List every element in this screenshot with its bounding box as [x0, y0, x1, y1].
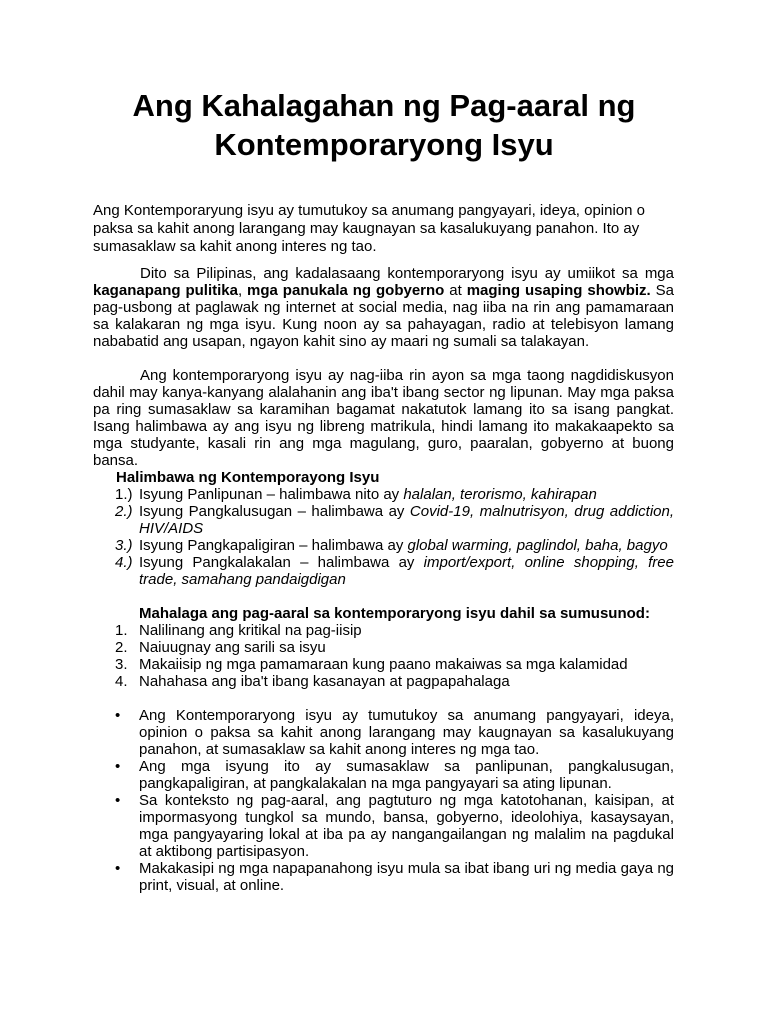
- example-item: [93, 486, 674, 503]
- spacer: [93, 690, 674, 707]
- reasons-list: [93, 622, 674, 690]
- p2-at: at: [444, 282, 467, 299]
- reason-number: 4.: [115, 673, 128, 690]
- bullet-text: Sa konteksto ng pag-aaral, ang pagtuturo ng mga katotohanan, kaisipan, at impormasyong tungkol sa mundo, bansa, gobyerno, ideolohiya, kasaysayan, mga pangyayaring lokal at iba pa ay nangangailangan ng malalim na pagdukal at aktibong partisipasyon.: [139, 792, 674, 860]
- example-text: Isyung Panlipunan – halimbawa nito ay: [139, 486, 404, 503]
- bullet-text: Makakasipi ng mga napapanahong isyu mula sa ibat ibang uri ng media gaya ng print, visual, at online.: [139, 860, 674, 894]
- document-body: [93, 202, 674, 894]
- example-item: [93, 554, 674, 588]
- bullet-item: [93, 860, 674, 894]
- example-text: Isyung Pangkapaligiran – halimbawa ay: [139, 537, 408, 554]
- paragraph-philippines: [93, 265, 674, 350]
- p2-text-2: Sa pag-usbong at paglawak ng internet at social media, nag iiba na rin ang pamamaraan sa kalakaran ng mga isyu. Kung noon ay sa pahayagan, radio at telebisyon lamang nababatid ang usapan, ngayon kahit sino ay maari ng sumali sa talakayan.: [93, 282, 674, 350]
- p2-comma: ,: [237, 282, 248, 299]
- reason-text: Makaiisip ng mga pamamaraan kung paano makaiwas sa mga kalamidad: [139, 656, 628, 673]
- bullet-item: [93, 758, 674, 792]
- spacer: [93, 350, 674, 367]
- example-text: Isyung Pangkalakalan – halimbawa ay: [139, 554, 424, 571]
- reason-item: [93, 639, 674, 656]
- p2-bold-showbiz: maging usaping showbiz.: [466, 282, 651, 299]
- example-item: [93, 537, 674, 554]
- reasons-heading: Mahalaga ang pag-aaral sa kontemporaryong isyu dahil sa sumusunod:: [139, 605, 650, 622]
- title-line-1: Ang Kahalagahan ng Pag-aaral ng: [132, 88, 636, 123]
- reason-number: 2.: [115, 639, 128, 656]
- bullet-icon: •: [115, 707, 121, 724]
- reason-text: Nalilinang ang kritikal na pag-iisip: [139, 622, 362, 639]
- bullet-icon: •: [115, 860, 121, 877]
- example-number: 4.): [115, 554, 133, 571]
- bullet-icon: •: [115, 758, 121, 775]
- reason-text: Nahahasa ang iba't ibang kasanayan at pagpapahalaga: [139, 673, 510, 690]
- p2-text-1: Dito sa Pilipinas, ang kadalasaang kontemporaryong isyu ay umiikot sa mga: [140, 265, 674, 282]
- bullet-item: [93, 707, 674, 758]
- reason-item: [93, 673, 674, 690]
- example-em: halalan, terorismo, kahirapan: [403, 486, 597, 503]
- examples-list: [93, 486, 674, 588]
- spacer: [93, 588, 674, 605]
- example-item: [93, 503, 674, 537]
- document-title: [60, 86, 708, 164]
- bullet-text: Ang mga isyung ito ay sumasaklaw sa panlipunan, pangkalusugan, pangkapaligiran, at pangkalakalan na mga pangyayari sa ating lipunan.: [139, 758, 674, 792]
- example-text: Isyung Pangkalusugan – halimbawa ay: [139, 503, 410, 520]
- paragraph-varies: Ang kontemporaryong isyu ay nag-iiba rin ayon sa mga taong nagdidiskusyon dahil may kanya-kanyang alalahanin ang iba't ibang sector ng lipunan. May mga paksa pa ring sumasaklaw sa karamihan bagamat nakatutok lamang ito sa isang pangkat. Isang halimbawa ay ang isyu ng libreng matrikula, hindi lamang ito makakaapekto sa mga studyante, kasali rin ang mga magulang, guro, paaralan, gobyerno at buong bansa.: [93, 367, 674, 469]
- reason-item: [93, 656, 674, 673]
- reason-number: 1.: [115, 622, 128, 639]
- example-em: global warming, paglindol, baha, bagyo: [407, 537, 668, 554]
- bullet-icon: •: [115, 792, 121, 809]
- example-number: 2.): [115, 503, 133, 520]
- bullet-text: Ang Kontemporaryong isyu ay tumutukoy sa anumang pangyayari, ideya, opinion o paksa sa kahit anong larangang may kaugnayan sa kasalukuyang panahon, at sumasaklaw sa kahit anong interes ng mga tao.: [139, 707, 674, 758]
- intro-paragraph: Ang Kontemporaryung isyu ay tumutukoy sa anumang pangyayari, ideya, opinion o paksa sa kahit anong larangang may kaugnayan sa kasalukuyang panahon. Ito ay sumasaklaw sa kahit anong interes ng tao.: [93, 202, 646, 255]
- example-number: 3.): [115, 537, 133, 554]
- reason-item: [93, 622, 674, 639]
- p2-bold-politics: kaganapang pulitika: [93, 282, 238, 299]
- p2-bold-government: mga panukala ng gobyerno: [247, 282, 445, 299]
- reason-text: Naiuugnay ang sarili sa isyu: [139, 639, 326, 656]
- example-em: Covid-19, malnutrisyon, drug addiction, HIV/AIDS: [139, 503, 674, 537]
- title-line-2: Kontemporaryong Isyu: [214, 127, 554, 162]
- bullet-item: [93, 792, 674, 860]
- reason-number: 3.: [115, 656, 128, 673]
- examples-heading: Halimbawa ng Kontemporayong Isyu: [116, 469, 380, 486]
- summary-bullets: [93, 707, 674, 894]
- example-number: 1.): [115, 486, 133, 503]
- example-em: import/export, online shopping, free trade, samahang pandaigdigan: [139, 554, 674, 588]
